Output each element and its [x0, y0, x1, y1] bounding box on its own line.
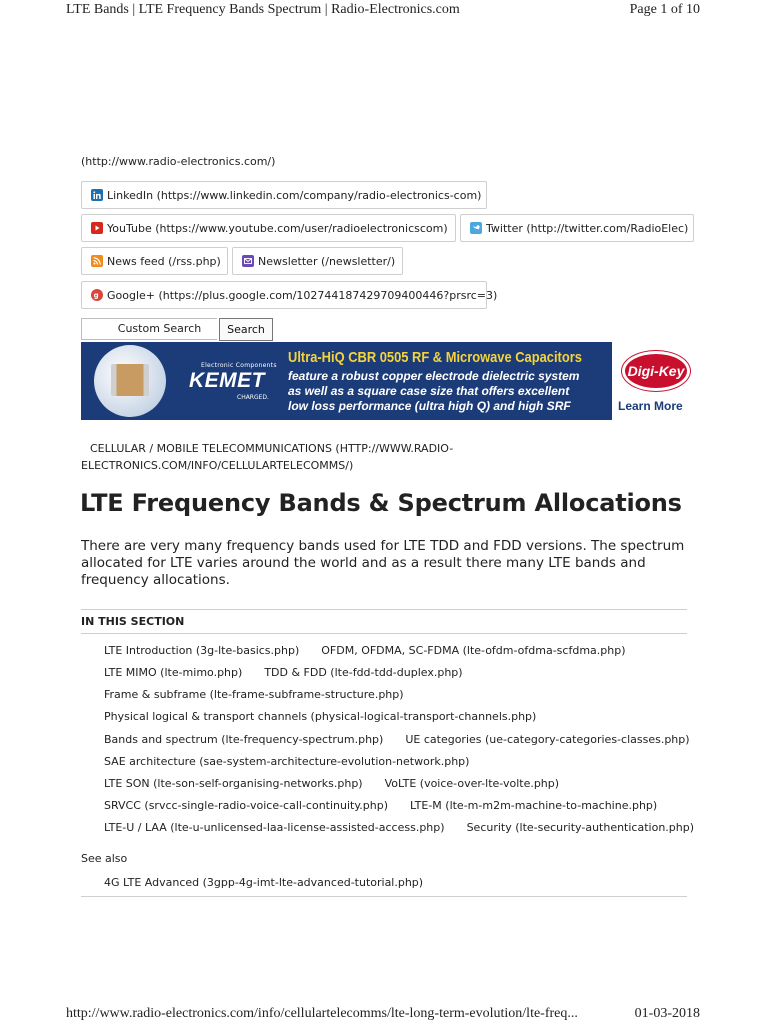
advertisement-banner[interactable]	[81, 342, 698, 420]
breadcrumb-line-2: ELECTRONICS.COM/INFO/CELLULARTELECOMMS/)	[81, 459, 354, 472]
nav-link[interactable]: Security (lte-security-authentication.php)	[466, 821, 695, 834]
learn-more-link[interactable]: Learn More	[618, 399, 683, 413]
google-plus-icon	[91, 289, 103, 301]
breadcrumb[interactable]	[81, 440, 481, 474]
print-footer	[66, 1006, 700, 1024]
envelope-icon	[242, 255, 254, 267]
section-nav-row	[104, 688, 426, 701]
print-page-number: Page 1 of 10	[629, 2, 700, 17]
rss-icon	[91, 255, 103, 267]
nav-link[interactable]: VoLTE (voice-over-lte-volte.php)	[384, 777, 560, 790]
search-button[interactable]: Search	[219, 318, 273, 341]
nav-link[interactable]: LTE-M (lte-m-m2m-machine-to-machine.php)	[410, 799, 658, 812]
nav-link[interactable]: LTE MIMO (lte-mimo.php)	[104, 666, 243, 679]
youtube-button[interactable]	[81, 214, 456, 242]
breadcrumb-line-1: CELLULAR / MOBILE TELECOMMUNICATIONS (HTTP://WWW.RADIO-	[90, 442, 454, 455]
capacitor-chip-image	[111, 364, 149, 396]
ad-cta-panel[interactable]	[612, 342, 698, 420]
ad-brand-panel	[81, 342, 281, 420]
nav-link[interactable]: TDD & FDD (lte-fdd-tdd-duplex.php)	[264, 666, 463, 679]
nav-link[interactable]: Physical logical & transport channels (physical-logical-transport-channels.php)	[104, 710, 537, 723]
svg-text:g: g	[93, 291, 99, 299]
nav-link[interactable]: OFDM, OFDMA, SC-FDMA (lte-ofdm-ofdma-scfdma.php)	[321, 644, 626, 657]
youtube-icon	[91, 222, 103, 234]
nav-link[interactable]: Bands and spectrum (lte-frequency-spectrum.php)	[104, 733, 384, 746]
print-footer-date: 01-03-2018	[634, 1006, 700, 1021]
custom-search-input[interactable]: Custom Search	[81, 318, 217, 340]
newsletter-label: Newsletter (/newsletter/)	[258, 254, 396, 268]
rss-feed-label: News feed (/rss.php)	[107, 254, 221, 268]
youtube-label: YouTube (https://www.youtube.com/user/radioelectronicscom)	[107, 221, 448, 235]
section-nav-row	[104, 799, 679, 812]
section-nav-row	[104, 755, 491, 768]
ad-headline: Ultra-HiQ CBR 0505 RF & Microwave Capacitors	[288, 349, 582, 366]
twitter-button[interactable]	[460, 214, 694, 242]
google-plus-button[interactable]	[81, 281, 498, 309]
ad-brand-subtitle: Electronic Components	[201, 362, 277, 369]
section-nav-row	[104, 644, 648, 657]
print-header	[66, 2, 700, 20]
section-heading: IN THIS SECTION	[81, 615, 185, 628]
nav-link[interactable]: Frame & subframe (lte-frame-subframe-structure.php)	[104, 688, 404, 701]
section-nav-row	[104, 710, 558, 723]
google-plus-label: Google+ (https://plus.google.com/102744187429709400446?prsrc=3)	[107, 288, 498, 302]
see-also-row	[104, 876, 445, 889]
site-home-link[interactable]: (http://www.radio-electronics.com/)	[81, 155, 276, 168]
see-also-link[interactable]: 4G LTE Advanced (3gpp-4g-imt-lte-advanced-tutorial.php)	[104, 876, 424, 889]
nav-link[interactable]: UE categories (ue-category-categories-classes.php)	[405, 733, 690, 746]
digikey-logo	[622, 351, 690, 391]
nav-link[interactable]: SAE architecture (sae-system-architecture-evolution-network.php)	[104, 755, 470, 768]
linkedin-icon	[91, 189, 103, 201]
nav-link[interactable]: LTE-U / LAA (lte-u-unlicensed-laa-license-assisted-access.php)	[104, 821, 445, 834]
rss-feed-button[interactable]	[81, 247, 228, 275]
section-nav-row	[104, 821, 716, 834]
twitter-icon	[470, 222, 482, 234]
nav-link[interactable]: LTE Introduction (3g-lte-basics.php)	[104, 644, 300, 657]
section-divider-heading	[81, 633, 687, 634]
section-divider-bottom	[81, 896, 687, 897]
ad-body: feature a robust copper electrode dielectric system as well as a square case size that offers excellent low loss performance (ultra high Q) and high SRF	[288, 369, 580, 413]
newsletter-button[interactable]	[232, 247, 403, 275]
ad-brand-tag: CHARGED.	[237, 394, 269, 401]
section-divider-top	[81, 609, 687, 610]
page-title: LTE Frequency Bands & Spectrum Allocations	[80, 489, 682, 517]
section-nav-row	[104, 777, 581, 790]
digikey-logo-text: Digi-Key	[627, 363, 685, 379]
linkedin-label: LinkedIn (https://www.linkedin.com/company/radio-electronics-com)	[107, 188, 482, 202]
ad-brand-logo: KEMET	[189, 369, 265, 392]
nav-link[interactable]: SRVCC (srvcc-single-radio-voice-call-continuity.php)	[104, 799, 389, 812]
section-nav-row	[104, 666, 485, 679]
twitter-label: Twitter (http://twitter.com/RadioElec)	[486, 221, 689, 235]
print-footer-url: http://www.radio-electronics.com/info/cellulartelecomms/lte-long-term-evolution/lte-freq...	[66, 1006, 578, 1021]
section-nav-row	[104, 733, 712, 746]
linkedin-button[interactable]	[81, 181, 487, 209]
nav-link[interactable]: LTE SON (lte-son-self-organising-networks.php)	[104, 777, 363, 790]
print-page-title: LTE Bands | LTE Frequency Bands Spectrum | Radio-Electronics.com	[66, 2, 460, 17]
intro-paragraph: There are very many frequency bands used for LTE TDD and FDD versions. The spectrum allocated for LTE varies around the world and as a result there many LTE bands and frequency allocations.	[81, 538, 685, 588]
see-also-label: See also	[81, 852, 128, 865]
